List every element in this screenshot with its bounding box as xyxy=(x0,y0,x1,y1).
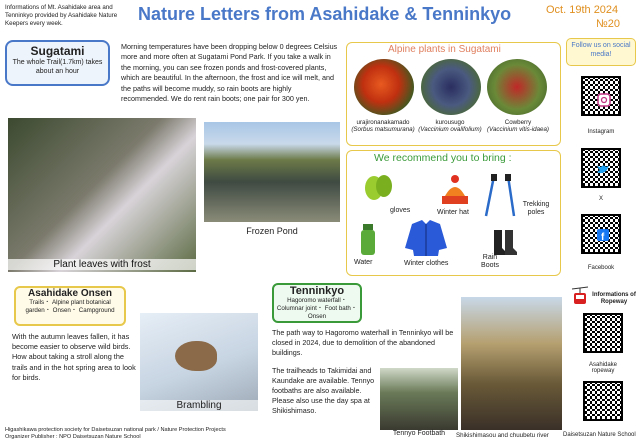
onsen-text: With the autumn leaves fallen, it has become easier to observe wild birds. How about taking a stroll along the trails and in the hot spring area to look for birds. xyxy=(12,332,136,382)
plant-latin: (Vaccinium ovalifolium) xyxy=(418,126,482,134)
tenninkyo-text-2: The trailheads to Takimidai and Kaundake are available. Tennyo footbaths are also available. Please also use the day spa at Shikishimaso. xyxy=(272,366,375,416)
ropeway-label: Asahidake ropeway xyxy=(588,362,618,374)
water-bottle-icon xyxy=(360,222,376,256)
tenninkyo-title: Tenninkyo xyxy=(289,285,345,297)
school-qr-code[interactable] xyxy=(583,381,623,421)
onsen-box xyxy=(14,286,126,326)
onsen-sub: Trails・ Alpine plant botanical garden・ Onsen・ Campground xyxy=(25,299,115,315)
frozen-pond-photo xyxy=(204,122,340,222)
plant-latin: (Vaccinium vitis-idaea) xyxy=(486,126,549,134)
recommend-title: We recommend you to bring : xyxy=(374,152,512,164)
plant-name: kurousugo xyxy=(435,119,465,126)
instagram-icon xyxy=(597,93,611,107)
x-label: X xyxy=(598,196,603,202)
ropeway-info-label: Informations of Ropeway xyxy=(592,292,636,306)
sugatami-box xyxy=(5,40,110,86)
footbath-caption: Tennyo Footbath xyxy=(392,430,446,437)
shikishimasou-caption: Shikishimasou and chuubetu river xyxy=(456,432,549,439)
facebook-label: Facebook xyxy=(587,265,615,271)
frost-leaves-caption: Plant leaves with frost xyxy=(8,259,196,270)
plant-latin: (Sorbus matsumurana) xyxy=(351,126,415,134)
page-title: Nature Letters from Asahidake & Tenninkyo xyxy=(138,4,512,24)
brambling-caption: Brambling xyxy=(140,400,258,411)
sugatami-text: Morning temperatures have been dropping below 0 degrees Celsius more and more often at Sugatami Pond Park. If you take a walk in the morning, you can see frozen ponds and frost-covered plants, which are beautiful. In the afternoon, the frost and ice will melt, and the paths will become muddy, so rain boots are highly recommended. We do rent rain boots; one pair for 300 yen. xyxy=(121,42,338,104)
item-gloves: gloves xyxy=(390,207,411,214)
sugatami-title: Sugatami xyxy=(30,44,85,58)
onsen-title: Asahidake Onsen xyxy=(28,288,112,299)
footer-line-1: Higashikawa protection society for Daisetsuzan national park / Nature Protection Projects xyxy=(5,427,226,433)
ropeway-gondola-icon xyxy=(571,286,589,306)
tenninkyo-sub: Hagoromo waterfall・ Columnar joint・ Foot bath・ Onsen xyxy=(276,297,358,321)
plant-caption xyxy=(414,119,486,134)
frozen-pond-caption: Frozen Pond xyxy=(246,226,298,236)
instagram-label: Instagram xyxy=(587,129,615,135)
footer xyxy=(5,427,305,442)
shikishimasou-photo xyxy=(461,297,562,430)
issue-number: №20 xyxy=(596,18,621,30)
frost-leaves-photo xyxy=(8,118,196,272)
kurousugo-photo xyxy=(421,59,481,115)
urajironanakamado-photo xyxy=(354,59,414,115)
gloves-icon xyxy=(362,170,394,206)
sugatami-trail: The whole Trail(1.7km) takes about an hour xyxy=(12,59,103,76)
plant-name: urajironanakamado xyxy=(356,119,410,126)
rain-boots-icon xyxy=(492,228,518,256)
cowberry-photo xyxy=(487,59,547,115)
winter-clothes-icon xyxy=(404,218,448,258)
ropeway-qr-code[interactable] xyxy=(583,313,623,353)
facebook-icon xyxy=(597,229,609,241)
item-winter-hat: Winter hat xyxy=(437,209,469,216)
footbath-photo xyxy=(380,368,458,430)
item-winter-clothes: Winter clothes xyxy=(404,260,449,267)
tenninkyo-text-1: The path way to Hagoromo waterhall in Tenninkyo will be closed in 2024, due to demolition of the abandoned buildings. xyxy=(272,328,454,358)
item-rain-boots: Rain Boots xyxy=(481,254,499,270)
plant-name: Cowberry xyxy=(504,119,532,126)
tenninkyo-box xyxy=(272,283,362,323)
svg-text:f: f xyxy=(601,232,605,241)
bird-shape xyxy=(175,341,217,371)
plant-caption xyxy=(482,119,554,134)
header-info: Informations of Mt. Asahidake area and Tenninkyo provided by Asahidake Nature Keepers every week. xyxy=(5,4,118,27)
issue-date: Oct. 19th 2024 xyxy=(546,4,619,16)
item-water: Water xyxy=(354,259,373,266)
trekking-poles-icon xyxy=(484,172,518,218)
alpine-plants-title: Alpine plants in Sugatami xyxy=(388,44,501,55)
school-label: Daisetsuzan Nature School xyxy=(563,432,636,438)
winter-hat-icon xyxy=(440,174,470,206)
plant-caption xyxy=(347,119,419,134)
twitter-bird-icon xyxy=(596,163,610,175)
brambling-photo xyxy=(140,313,258,411)
follow-us-box: Follow us on social media! xyxy=(566,38,636,66)
item-trekking-poles: Trekking poles xyxy=(522,201,550,217)
footer-line-2: Organizer Publisher : NPO Daisetsuzan Nature School xyxy=(5,434,141,441)
